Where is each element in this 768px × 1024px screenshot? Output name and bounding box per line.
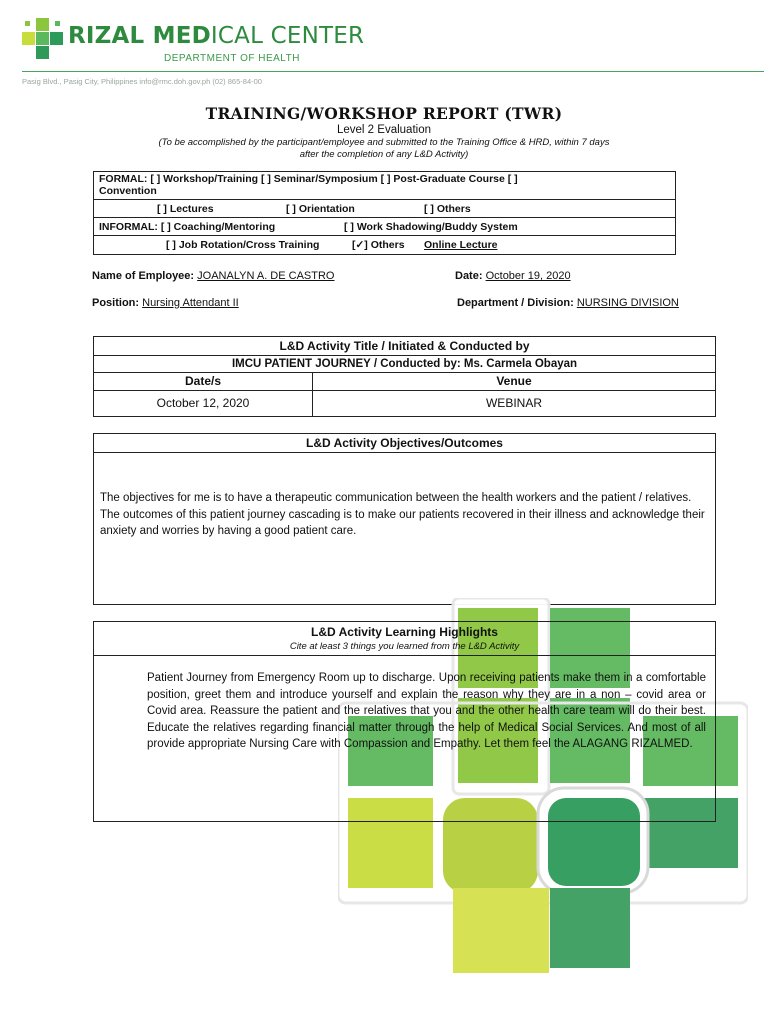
option-lectures: [ ] Lectures	[157, 203, 214, 215]
department-field-value: NURSING DIVISION	[576, 297, 679, 309]
position-label: Position:	[92, 297, 140, 309]
employee-name-value: JOANALYN A. DE CASTRO	[197, 270, 335, 282]
employee-name-label: Name of Employee:	[92, 270, 195, 282]
formal-options-line-1: FORMAL: [ ] Workshop/Training [ ] Seminar/Symposium [ ] Post-Graduate Course [ ]	[99, 173, 518, 185]
objectives-box	[93, 433, 716, 605]
report-title: TRAINING/WORKSHOP REPORT (TWR)	[205, 104, 563, 123]
date-field	[455, 270, 571, 282]
option-work-shadowing: [ ] Work Shadowing/Buddy System	[344, 221, 518, 233]
objectives-text: The objectives for me is to have a therapeutic communication between the health workers and the patient / relatives. The outcomes of this patient journey cascading is to make our patients recovered in their illness and acknowledge their anxiety and worries by having a good patient care.	[100, 492, 705, 537]
highlights-header-cell	[94, 622, 715, 656]
instructions-line-1: (To be accomplished by the participant/employee and submitted to the Training Office & HRD, within 7 days	[158, 137, 610, 148]
date-value: October 19, 2020	[485, 270, 571, 282]
position-field	[92, 297, 239, 309]
option-job-rotation: [ ] Job Rotation/Cross Training	[166, 239, 320, 251]
objectives-header: L&D Activity Objectives/Outcomes	[94, 434, 715, 453]
activity-date-value: October 12, 2020	[94, 391, 313, 416]
option-others-informal: [✓] Others	[352, 239, 405, 251]
employee-name-field	[92, 270, 334, 282]
activity-table-header: L&D Activity Title / Initiated & Conducted by	[94, 337, 715, 356]
instructions-line-2: after the completion of any L&D Activity)	[299, 149, 469, 160]
header-divider	[22, 71, 764, 72]
instructions	[0, 137, 768, 161]
rmc-cross-logo-icon	[22, 18, 64, 60]
activity-venue-value: WEBINAR	[485, 396, 542, 410]
venue-column-header: Venue	[313, 373, 715, 391]
others-informal-value: Online Lecture	[424, 239, 498, 251]
activity-table	[93, 336, 716, 417]
brand-name	[68, 22, 364, 50]
informal-row	[94, 218, 675, 236]
formal-row-2	[94, 200, 675, 218]
informal-row-2	[94, 236, 675, 253]
highlights-box	[93, 621, 716, 822]
formal-options-line-2: Convention	[99, 185, 157, 197]
option-orientation: [ ] Orientation	[286, 203, 355, 215]
option-others-formal: [ ] Others	[424, 203, 471, 215]
department-field-label: Department / Division:	[457, 297, 574, 309]
brand-bold: RIZAL MED	[68, 23, 211, 49]
brand-light: ICAL CENTER	[210, 23, 365, 49]
date-label: Date:	[455, 270, 483, 282]
department-field	[457, 297, 679, 309]
formal-row	[94, 172, 675, 200]
position-value: Nursing Attendant II	[142, 297, 239, 309]
highlights-subheader: Cite at least 3 things you learned from the L&D Activity	[289, 641, 520, 652]
address-line: Pasig Blvd., Pasig City, Philippines info@rmc.doh.gov.ph (02) 865-84-00	[22, 77, 262, 86]
activity-title-value: IMCU PATIENT JOURNEY / Conducted by: Ms. Carmela Obayan	[94, 356, 715, 373]
activity-type-box	[93, 171, 676, 255]
option-coaching: INFORMAL: [ ] Coaching/Mentoring	[99, 221, 276, 233]
department-label: DEPARTMENT OF HEALTH	[164, 53, 300, 64]
report-subtitle: Level 2 Evaluation	[337, 124, 431, 136]
highlights-text: Patient Journey from Emergency Room up to discharge. Upon receiving patients make them in a comfortable position, greet them and introduce yourself and explain the reason why they are in a non – covid area or Covid area. Reassure the patient and the relatives that you and the other health care team will do their best. Educate the relatives regarding financial matter through the help of Medical Social Services. And most of all provide appropriate Nursing Care with Compassion and Empathy. Let them feel the ALAGANG RIZALMED.	[147, 672, 706, 750]
highlights-header: L&D Activity Learning Highlights	[311, 625, 498, 639]
date-column-header: Date/s	[94, 373, 313, 391]
